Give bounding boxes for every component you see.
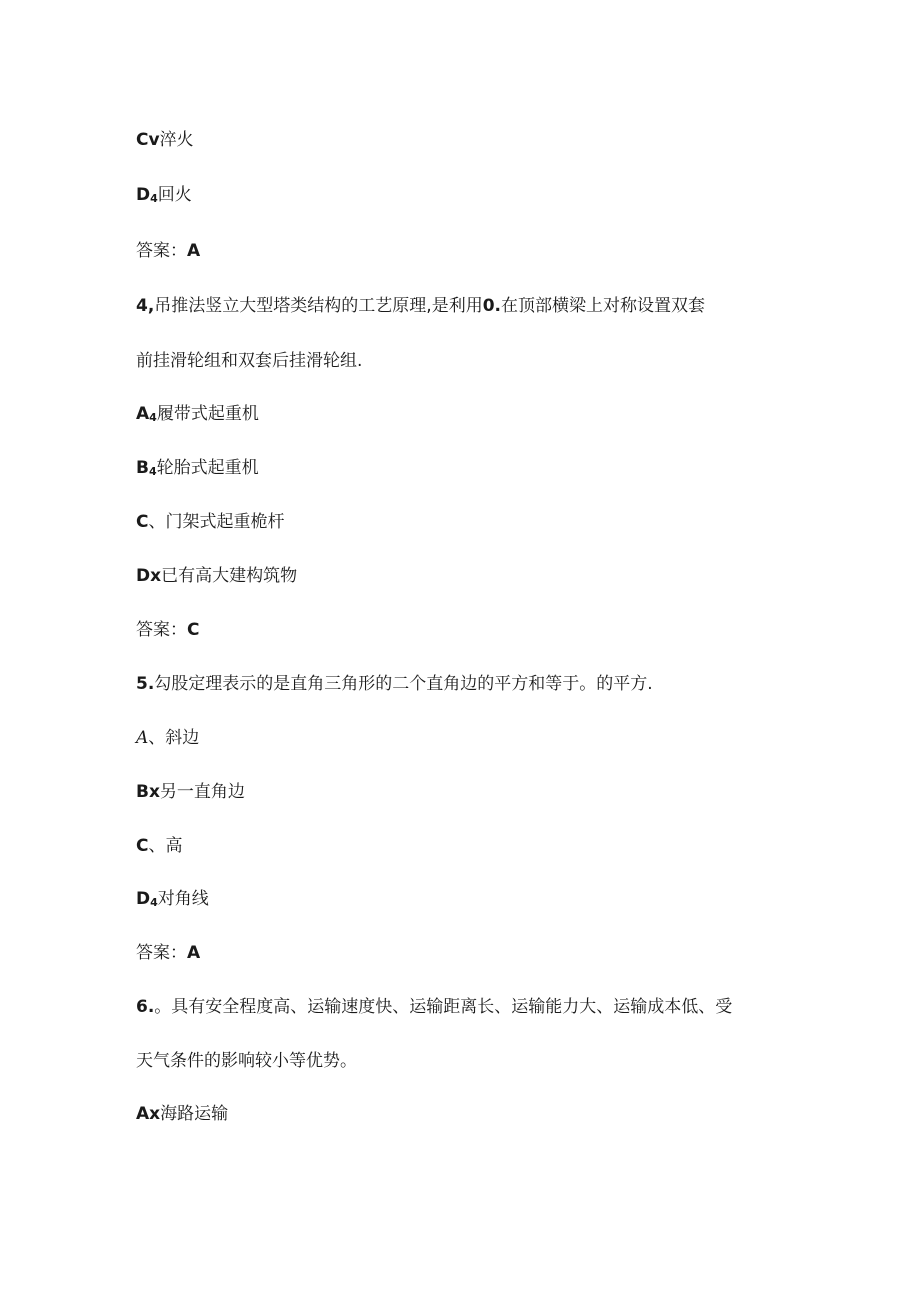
option-text: 已有高大建构筑物: [161, 566, 298, 586]
question-4-line-1: [136, 295, 705, 317]
option-prefix: Dx: [136, 566, 162, 586]
option-text: 对角线: [157, 889, 209, 909]
option-b-line: [136, 781, 245, 803]
option-text: 、高: [148, 836, 183, 856]
option-c-line: [136, 129, 194, 151]
answer-value: A: [187, 241, 201, 261]
option-text: 、斜边: [148, 728, 200, 748]
answer-label: 答案：: [136, 943, 187, 963]
answer-label: 答案：: [136, 241, 187, 261]
option-text: 、门架式起重桅杆: [148, 512, 285, 532]
question-number: 6.: [136, 997, 155, 1017]
option-b-line: [136, 457, 259, 483]
option-prefix: A: [136, 404, 150, 424]
question-4-line-2: [136, 350, 362, 372]
option-a-line: [136, 1103, 228, 1125]
option-text: 海路运输: [160, 1104, 229, 1124]
answer-value: C: [187, 620, 200, 640]
option-c-line: [136, 835, 182, 857]
question-number: 4,: [136, 296, 155, 316]
option-prefix-sub: 4: [150, 192, 158, 205]
answer-line: [136, 240, 200, 262]
option-d-line: [136, 888, 209, 914]
question-6-line-2: [136, 1050, 357, 1072]
option-text: 回火: [157, 185, 192, 205]
option-d-line: [136, 184, 192, 210]
answer-line: [136, 619, 199, 641]
option-prefix-sub: 4: [150, 896, 158, 909]
question-text: 天气条件的影响较小等优势。: [136, 1051, 357, 1071]
option-c-line: [136, 511, 284, 533]
option-prefix: Bx: [136, 782, 160, 802]
option-prefix: A: [136, 728, 149, 748]
option-prefix: Cv: [136, 130, 160, 150]
option-prefix: B: [136, 458, 149, 478]
question-text-cont: 在顶部横梁上对称设置双套: [501, 296, 705, 316]
question-blank: 0.: [482, 296, 501, 316]
question-5-line-1: [136, 673, 653, 695]
question-text: 吊推法竖立大型塔类结构的工艺原理,是利用: [154, 296, 483, 316]
option-text: 履带式起重机: [156, 404, 259, 424]
option-prefix: C: [136, 836, 149, 856]
question-text: 前挂滑轮组和双套后挂滑轮组.: [136, 351, 363, 371]
option-prefix-sub: 4: [149, 411, 157, 424]
option-d-line: [136, 565, 297, 587]
question-text: 。具有安全程度高、运输速度快、运输距离长、运输能力大、运输成本低、受: [154, 997, 733, 1017]
answer-line: [136, 942, 200, 964]
question-number: 5.: [136, 674, 155, 694]
answer-label: 答案：: [136, 620, 187, 640]
option-prefix: D: [136, 889, 151, 909]
option-a-line: [136, 727, 199, 749]
option-text: 轮胎式起重机: [156, 458, 259, 478]
question-6-line-1: [136, 996, 732, 1018]
option-prefix: C: [136, 512, 149, 532]
option-prefix-sub: 4: [148, 465, 157, 478]
option-prefix: Ax: [136, 1104, 161, 1124]
option-text: 淬火: [159, 130, 194, 150]
option-prefix: D: [136, 185, 151, 205]
answer-value: A: [187, 943, 201, 963]
option-a-line: [136, 403, 259, 429]
option-text: 另一直角边: [159, 782, 245, 802]
question-text: 勾股定理表示的是直角三角形的二个直角边的平方和等于。的平方.: [154, 674, 653, 694]
